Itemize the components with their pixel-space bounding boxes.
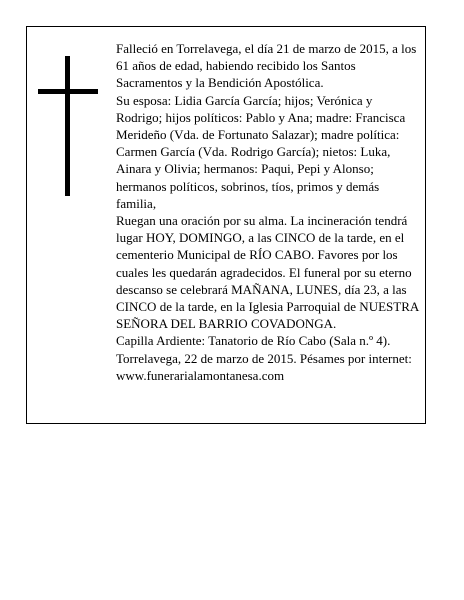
cross-horizontal-bar bbox=[38, 89, 98, 94]
obituary-text bbox=[116, 40, 420, 384]
latin-cross-icon bbox=[38, 56, 98, 196]
death-announcement-paragraph: Falleció en Torrelavega, el día 21 de marzo de 2015, a los 61 años de edad, habiendo recibido los Santos Sacramentos y la Bendición Apostólica. bbox=[116, 41, 417, 91]
place-date-contact-paragraph: Torrelavega, 22 de marzo de 2015. Pésames por internet: www.funerarialamontanesa.com bbox=[116, 350, 412, 383]
cross-vertical-bar bbox=[65, 56, 70, 196]
ceremony-details-paragraph: Ruegan una oración por su alma. La incineración tendrá lugar HOY, DOMINGO, a las CINCO de la tarde, en el cementerio Municipal de RÍO CABO. Favores por los cuales les quedarán agradecidos. El funeral por su eterno descanso se celebrará MAÑANA, LUNES, día 23, a las CINCO de la tarde, en la Iglesia Parroquial de NUESTRA SEÑORA DEL BARRIO COVADONGA. bbox=[116, 213, 419, 332]
chapel-paragraph: Capilla Ardiente: Tanatorio de Río Cabo (Sala n.º 4). bbox=[116, 333, 391, 349]
family-list-paragraph: Su esposa: Lidia García García; hijos; Verónica y Rodrigo; hijos políticos: Pablo y Ana; madre: Francisca Merideño (Vda. de Fortunato Salazar); madre política: Carmen García (Vda. Rodrigo García); nietos: Luka, Ainara y Olivia; hermanos: Paqui, Pepi y Alonso; hermanos políticos, sobrinos, tíos, primos y demás familia, bbox=[116, 92, 406, 211]
